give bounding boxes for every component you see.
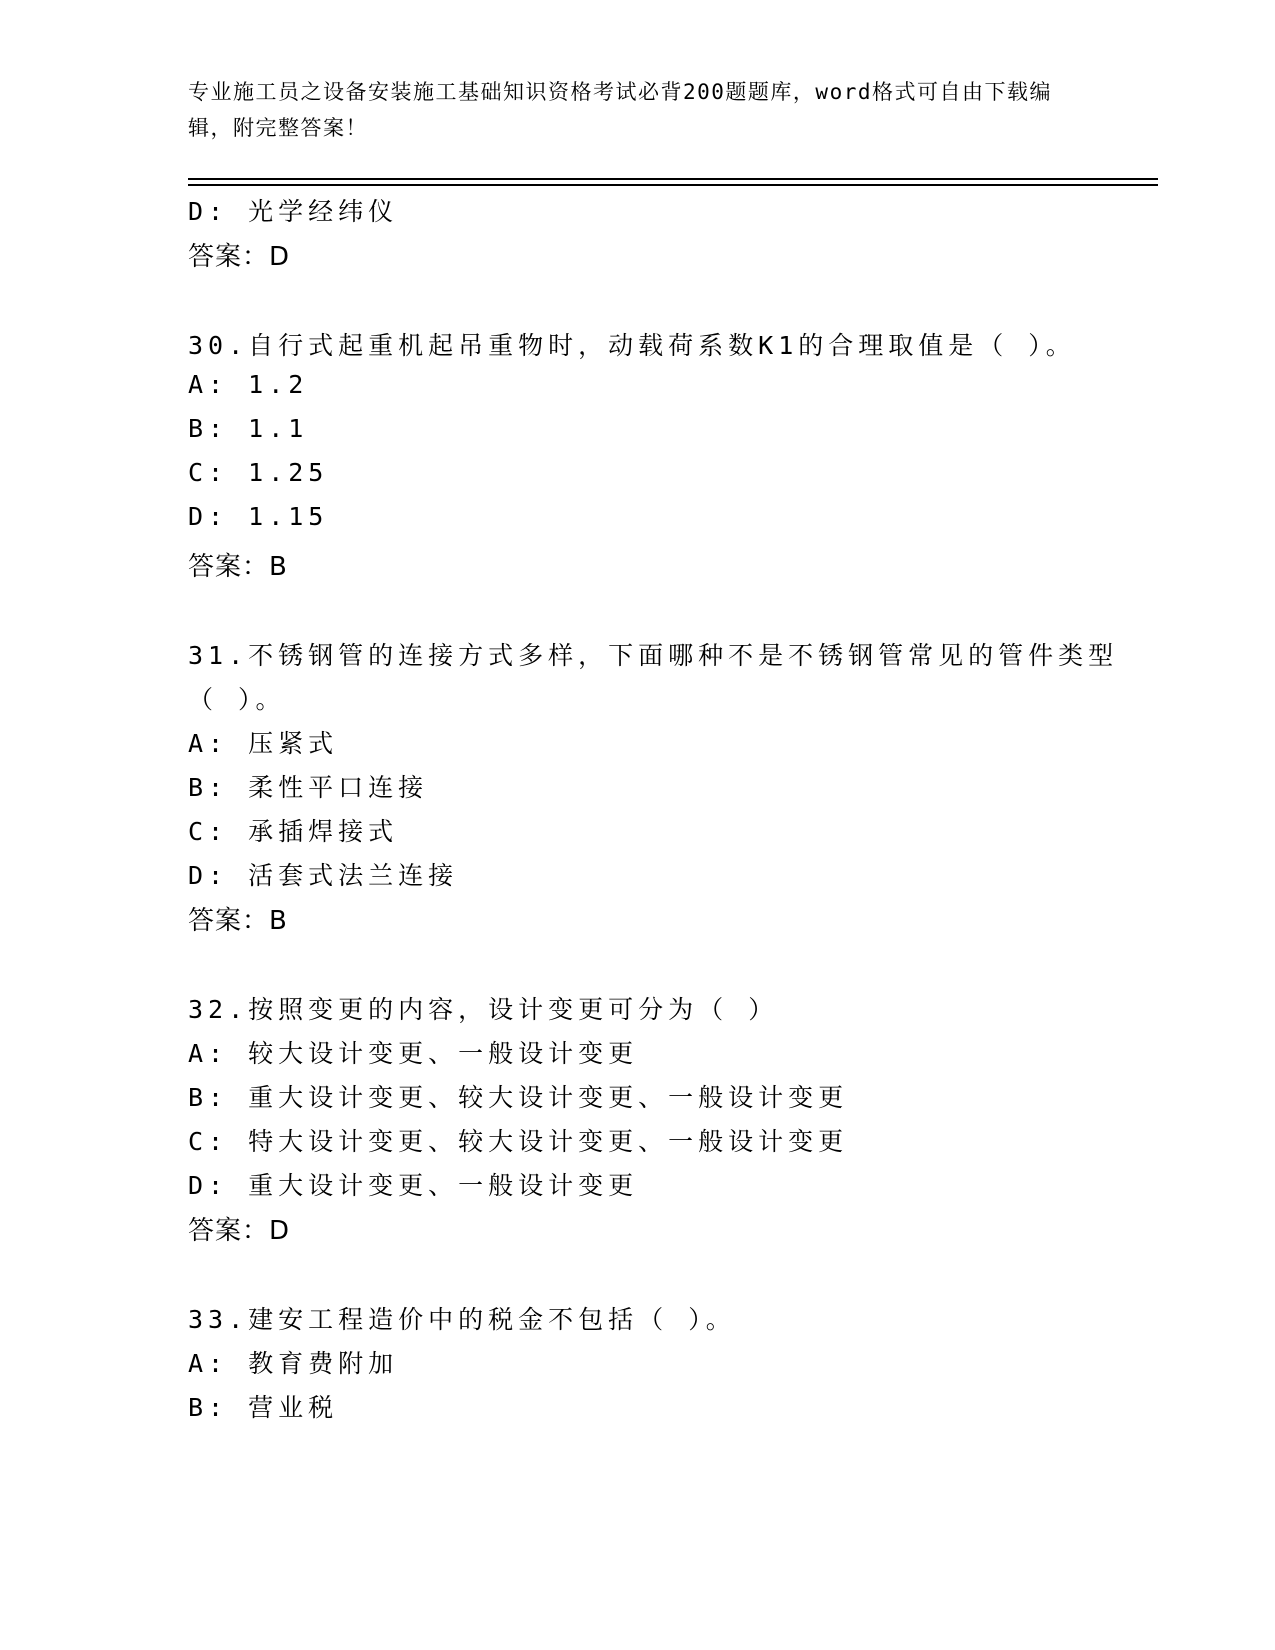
q30-option-d: D: 1.15 (188, 502, 329, 531)
q32-answer: 答案：D (188, 1216, 291, 1246)
q33-stem: 33.建安工程造价中的税金不包括（ ）。 (188, 1305, 736, 1334)
q32-stem: 32.按照变更的内容，设计变更可分为（ ） (188, 995, 779, 1024)
header-rule-top (188, 178, 1158, 180)
prev-answer: 答案：D (188, 242, 291, 272)
q31-option-d: D: 活套式法兰连接 (188, 861, 459, 890)
q30-option-c: C: 1.25 (188, 458, 329, 487)
q31-answer: 答案：B (188, 906, 288, 936)
q31-stem-line2: （ ）。 (188, 685, 286, 714)
q31-option-b: B: 柔性平口连接 (188, 773, 429, 802)
header-rule-bottom (188, 184, 1158, 186)
q30-stem: 30.自行式起重机起吊重物时，动载荷系数K1的合理取值是（ ）。 (188, 331, 1076, 360)
q30-option-b: B: 1.1 (188, 414, 309, 443)
q33-option-b: B: 营业税 (188, 1393, 339, 1422)
q32-option-d: D: 重大设计变更、一般设计变更 (188, 1171, 639, 1200)
q33-option-a: A: 教育费附加 (188, 1349, 399, 1378)
q32-option-b: B: 重大设计变更、较大设计变更、一般设计变更 (188, 1083, 849, 1112)
document-header: 专业施工员之设备安装施工基础知识资格考试必背200题题库，word格式可自由下载编辑，附完整答案！ (188, 80, 1052, 140)
q32-option-a: A: 较大设计变更、一般设计变更 (188, 1039, 639, 1068)
q31-option-c: C: 承插焊接式 (188, 817, 399, 846)
q30-answer: 答案：B (188, 552, 288, 582)
q31-option-a: A: 压紧式 (188, 729, 339, 758)
q30-option-a: A: 1.2 (188, 370, 309, 399)
q32-option-c: C: 特大设计变更、较大设计变更、一般设计变更 (188, 1127, 849, 1156)
prev-option-d: D: 光学经纬仪 (188, 197, 399, 226)
q31-stem-line1: 31.不锈钢管的连接方式多样，下面哪种不是不锈钢管常见的管件类型 (188, 641, 1119, 670)
